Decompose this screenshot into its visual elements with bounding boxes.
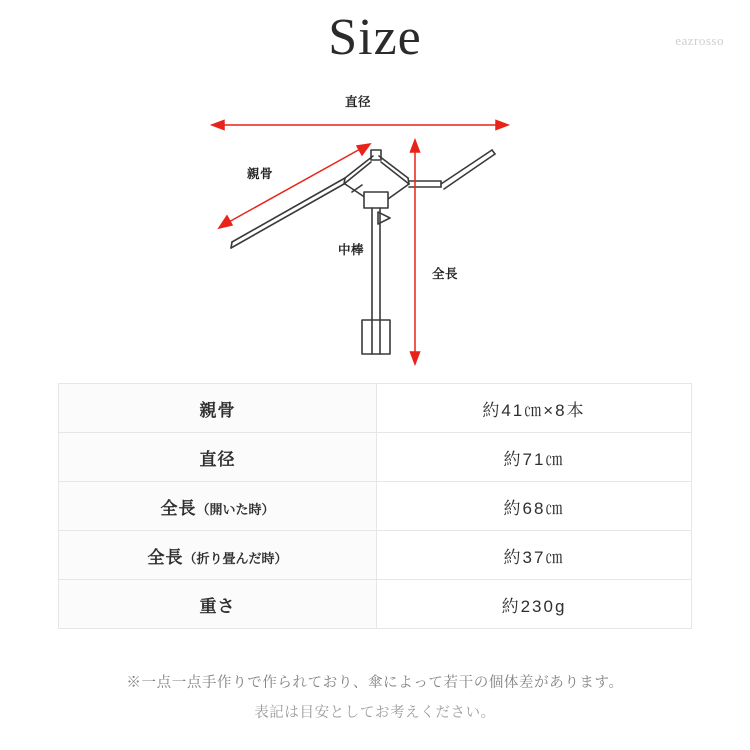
note-line-1: ※一点一点手作りで作られており、傘によって若干の個体差があります。 [126,675,624,691]
table-cell-label [59,433,377,482]
label-total-length: 全長 [432,267,459,281]
row-label: 重さ [199,596,236,616]
notes [0,668,750,728]
row-label: 直径 [199,449,236,469]
row-sublabel: （開いた時） [196,501,275,517]
umbrella-diagram-svg [0,92,750,372]
table-cell-label [59,531,377,580]
spec-table [58,383,692,629]
table-row [59,482,692,531]
table-cell-value: 約37㎝ [377,531,692,580]
note-line-2: 表記は目安としてお考えください。 [254,705,496,721]
label-rib: 親骨 [247,167,274,181]
page-title: Size [328,9,422,66]
label-shaft: 中棒 [338,243,365,257]
table-cell-value: 約230g [377,580,692,629]
table-cell-value: 約71㎝ [377,433,692,482]
table-cell-label [59,580,377,629]
label-diameter: 直径 [345,95,372,109]
table-cell-value: 約41㎝×8本 [377,384,692,433]
table-cell-label [59,482,377,531]
row-label: 全長 [147,547,184,567]
table-cell-label [59,384,377,433]
row-label: 全長 [160,498,197,518]
umbrella-diagram [0,92,750,372]
table-row [59,433,692,482]
table-row [59,384,692,433]
row-label: 親骨 [199,400,236,420]
table-row [59,531,692,580]
table-cell-value: 約68㎝ [377,482,692,531]
table-row [59,580,692,629]
row-sublabel: （折り畳んだ時） [183,550,288,566]
brand-logo: eazrosso [675,33,724,48]
